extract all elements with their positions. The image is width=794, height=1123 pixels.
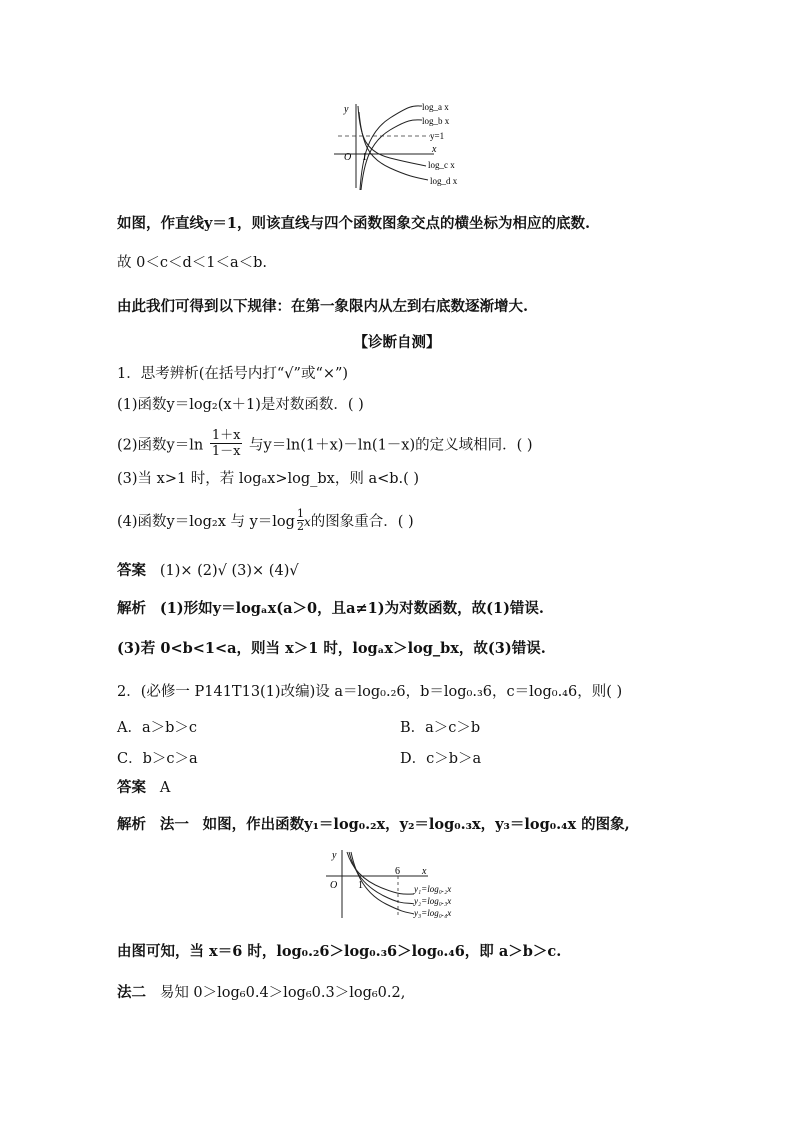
q2-analysis-label: 解析 bbox=[117, 816, 146, 833]
s2-denominator: 1－x bbox=[211, 444, 241, 459]
curve-log-b bbox=[361, 120, 422, 190]
q1-answer-label: 答案 bbox=[117, 562, 146, 579]
label-log-c: log_c x bbox=[428, 160, 455, 170]
paragraph-order: 故 0＜c＜d＜1＜a＜b. bbox=[117, 255, 267, 271]
q1-statement-1: (1)函数y＝log₂(x＋1)是对数函数．( ) bbox=[117, 397, 364, 413]
x-axis-label: x bbox=[422, 866, 427, 877]
y-axis-label: y bbox=[332, 850, 337, 861]
origin-label: O bbox=[330, 880, 338, 891]
q2-analysis-1 bbox=[117, 815, 630, 835]
six-label: 6 bbox=[395, 866, 400, 877]
s2-numerator: 1＋x bbox=[211, 428, 241, 443]
label-y1: y₁=log₀.₂x bbox=[414, 884, 452, 894]
q2-method2-label: 法二 bbox=[117, 984, 146, 1001]
s2-suffix: 与y＝ln(1＋x)－ln(1－x)的定义域相同．( ) bbox=[249, 437, 533, 454]
q2-answer bbox=[117, 778, 170, 798]
q2-option-d: D．c＞b＞a bbox=[400, 751, 482, 767]
one-label: 1 bbox=[358, 880, 363, 891]
s4-base-numerator: 1 bbox=[296, 507, 304, 520]
curve-log-a bbox=[360, 106, 422, 190]
s4-suffix: 的图象重合．( ) bbox=[310, 514, 414, 530]
q1-statement-4 bbox=[117, 507, 414, 537]
q1-analysis-text: (1)形如y＝logₐx(a＞0，且a≠1)为对数函数，故(1)错误. bbox=[159, 600, 544, 617]
q2-method1-label: 法一 bbox=[159, 816, 189, 833]
q2-option-b: B．a＞c＞b bbox=[400, 720, 481, 736]
s4-x: x bbox=[303, 515, 311, 529]
y-axis-label: y bbox=[344, 104, 349, 115]
q1-title: 1．思考辨析(在括号内打“√”或“×”) bbox=[117, 366, 349, 382]
q2-option-c: C．b＞c＞a bbox=[117, 751, 198, 767]
section-title: 【诊断自测】 bbox=[353, 334, 441, 351]
origin-label: O bbox=[344, 152, 352, 163]
q2-answer-value: A bbox=[159, 780, 171, 796]
s2-fraction bbox=[210, 428, 243, 459]
x-axis-label: x bbox=[432, 144, 437, 155]
s4-base bbox=[297, 508, 304, 533]
q2-title: 2．(必修一 P141T13(1)改编)设 a＝log₀.₂6，b＝log₀.₃6，c＝log₀.₄6，则( ) bbox=[117, 684, 623, 700]
one-label: 1 bbox=[362, 152, 367, 163]
q2-option-a: A．a＞b＞c bbox=[117, 720, 198, 736]
paragraph-intersection: 如图，作直线y＝1，则该直线与四个函数图象交点的横坐标为相应的底数. bbox=[117, 215, 591, 232]
q1-analysis-3: (3)若 0<b<1<a，则当 x＞1 时，logₐx＞log_bx，故(3)错误. bbox=[117, 640, 546, 657]
log-base-figure bbox=[322, 846, 472, 920]
label-y1: y=1 bbox=[430, 131, 445, 141]
q1-answer-value: (1)× (2)√ (3)× (4)√ bbox=[159, 563, 299, 579]
label-log-b: log_b x bbox=[422, 116, 450, 126]
label-y3: y₃=log₀.₄x bbox=[414, 908, 452, 918]
label-log-a: log_a x bbox=[422, 102, 449, 112]
q1-statement-2 bbox=[117, 430, 533, 461]
q2-analysis-2: 由图可知，当 x＝6 时，log₀.₂6＞log₀.₃6＞log₀.₄6，即 a＞b＞c. bbox=[117, 943, 562, 960]
s4-prefix: (4)函数y＝log₂x 与 y＝log bbox=[117, 514, 295, 530]
label-log-d: log_d x bbox=[430, 176, 458, 186]
q2-analysis-text: 如图，作出函数y₁＝log₀.₂x，y₂＝log₀.₃x，y₃＝log₀.₄x 的图象, bbox=[202, 816, 630, 833]
q2-answer-label: 答案 bbox=[117, 779, 146, 796]
q2-analysis-3 bbox=[117, 983, 405, 1003]
q1-answer bbox=[117, 561, 299, 581]
s2-prefix: (2)函数y＝ln bbox=[117, 437, 204, 454]
label-y2: y₂=log₀.₃x bbox=[414, 896, 452, 906]
q1-statement-3: (3)当 x>1 时，若 logₐx>log_bx，则 a<b.( ) bbox=[117, 471, 420, 487]
curve-y2 bbox=[349, 852, 414, 904]
q1-analysis-label: 解析 bbox=[117, 600, 146, 617]
q2-method2-text: 易知 0＞log₆0.4＞log₆0.3＞log₆0.2, bbox=[159, 985, 406, 1001]
log-curves-figure bbox=[330, 98, 470, 190]
s4-base-denominator: 2 bbox=[296, 520, 304, 533]
paragraph-rule: 由此我们可得到以下规律：在第一象限内从左到右底数逐渐增大. bbox=[117, 298, 529, 315]
q1-analysis-1 bbox=[117, 599, 544, 619]
